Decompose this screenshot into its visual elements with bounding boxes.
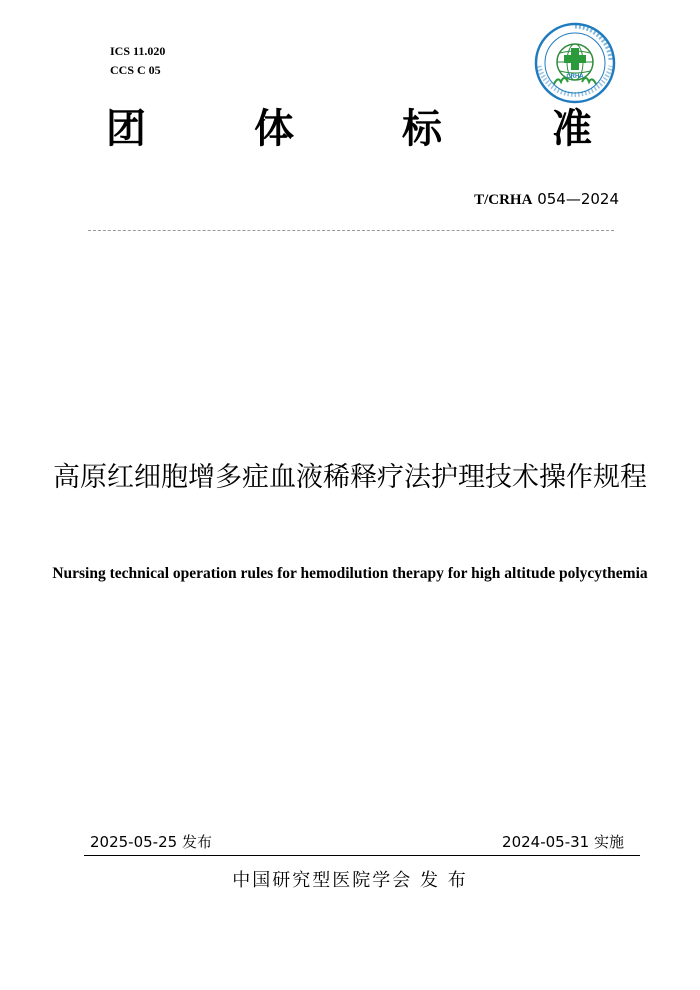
publish-date: 2025-05-25 发布 bbox=[90, 833, 212, 851]
footer-divider bbox=[84, 855, 640, 856]
doc-type-char: 团 bbox=[106, 106, 146, 152]
crha-logo-icon bbox=[534, 22, 616, 104]
english-title: Nursing technical operation rules for hemodilution therapy for high altitude polycythemia bbox=[52, 565, 648, 582]
standard-code-prefix: T/CRHA bbox=[474, 192, 533, 208]
ccs-code: CCS C 05 bbox=[110, 63, 161, 77]
publisher: 中国研究型医院学会 发 布 bbox=[232, 870, 468, 891]
effective-date: 2024-05-31 实施 bbox=[502, 833, 624, 851]
standard-code-number: 054—2024 bbox=[537, 190, 619, 208]
dashed-divider bbox=[88, 230, 614, 231]
doc-type-char: 体 bbox=[254, 106, 294, 152]
chinese-title: 高原红细胞增多症血液稀释疗法护理技术操作规程 bbox=[53, 462, 647, 493]
document-type-heading bbox=[100, 104, 600, 154]
doc-type-char: 标 bbox=[402, 106, 442, 152]
standard-code bbox=[474, 190, 619, 209]
ics-code: ICS 11.020 bbox=[110, 44, 166, 58]
svg-text:CRHA: CRHA bbox=[566, 74, 584, 80]
doc-type-char: 准 bbox=[552, 106, 592, 152]
